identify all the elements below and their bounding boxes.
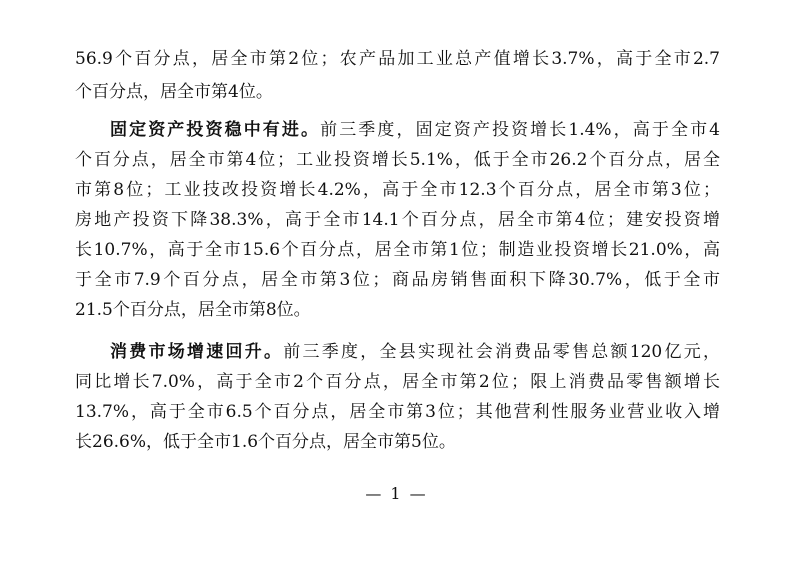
paragraph-1-line-1: 56.9个百分点，居全市第2位；农产品加工业总产值增长3.7%，高于全市2.7 (75, 49, 720, 69)
paragraph-2-line-1 (110, 118, 720, 142)
page-number: — 1 — (365, 484, 428, 503)
paragraph-3-lead-heading: 消费市场增速回升。 (110, 342, 284, 362)
paragraph-3-line-4: 长26.6%，低于全市1.6个百分点，居全市第5位。 (75, 432, 456, 452)
paragraph-2-line-5: 长10.7%，高于全市15.6个百分点，居全市第1位；制造业投资增长21.0%，高 (75, 240, 720, 260)
paragraph-2-line-1-text: 前三季度，固定资产投资增长1.4%，高于全市4 (320, 120, 720, 140)
paragraph-3-line-1 (110, 340, 720, 364)
paragraph-3-line-3: 13.7%，高于全市6.5个百分点，居全市第3位；其他营利性服务业营业收入增 (75, 402, 720, 422)
paragraph-1-line-2: 个百分点，居全市第4位。 (75, 82, 273, 102)
paragraph-2-line-4: 房地产投资下降38.3%，高于全市14.1个百分点，居全市第4位；建安投资增 (75, 210, 720, 230)
paragraph-2-line-6: 于全市7.9个百分点，居全市第3位；商品房销售面积下降30.7%，低于全市 (75, 270, 720, 290)
paragraph-2-lead-heading: 固定资产投资稳中有进。 (110, 120, 321, 140)
paragraph-3-line-1-text: 前三季度，全县实现社会消费品零售总额120亿元， (283, 342, 720, 362)
paragraph-2-line-3: 市第8位；工业技改投资增长4.2%，高于全市12.3个百分点，居全市第3位； (75, 180, 720, 200)
paragraph-2-line-7: 21.5个百分点，居全市第8位。 (75, 300, 311, 320)
paragraph-3-line-2: 同比增长7.0%，高于全市2个百分点，居全市第2位；限上消费品零售额增长 (75, 372, 720, 392)
paragraph-2-line-2: 个百分点，居全市第4位；工业投资增长5.1%，低于全市26.2个百分点，居全 (75, 150, 720, 170)
